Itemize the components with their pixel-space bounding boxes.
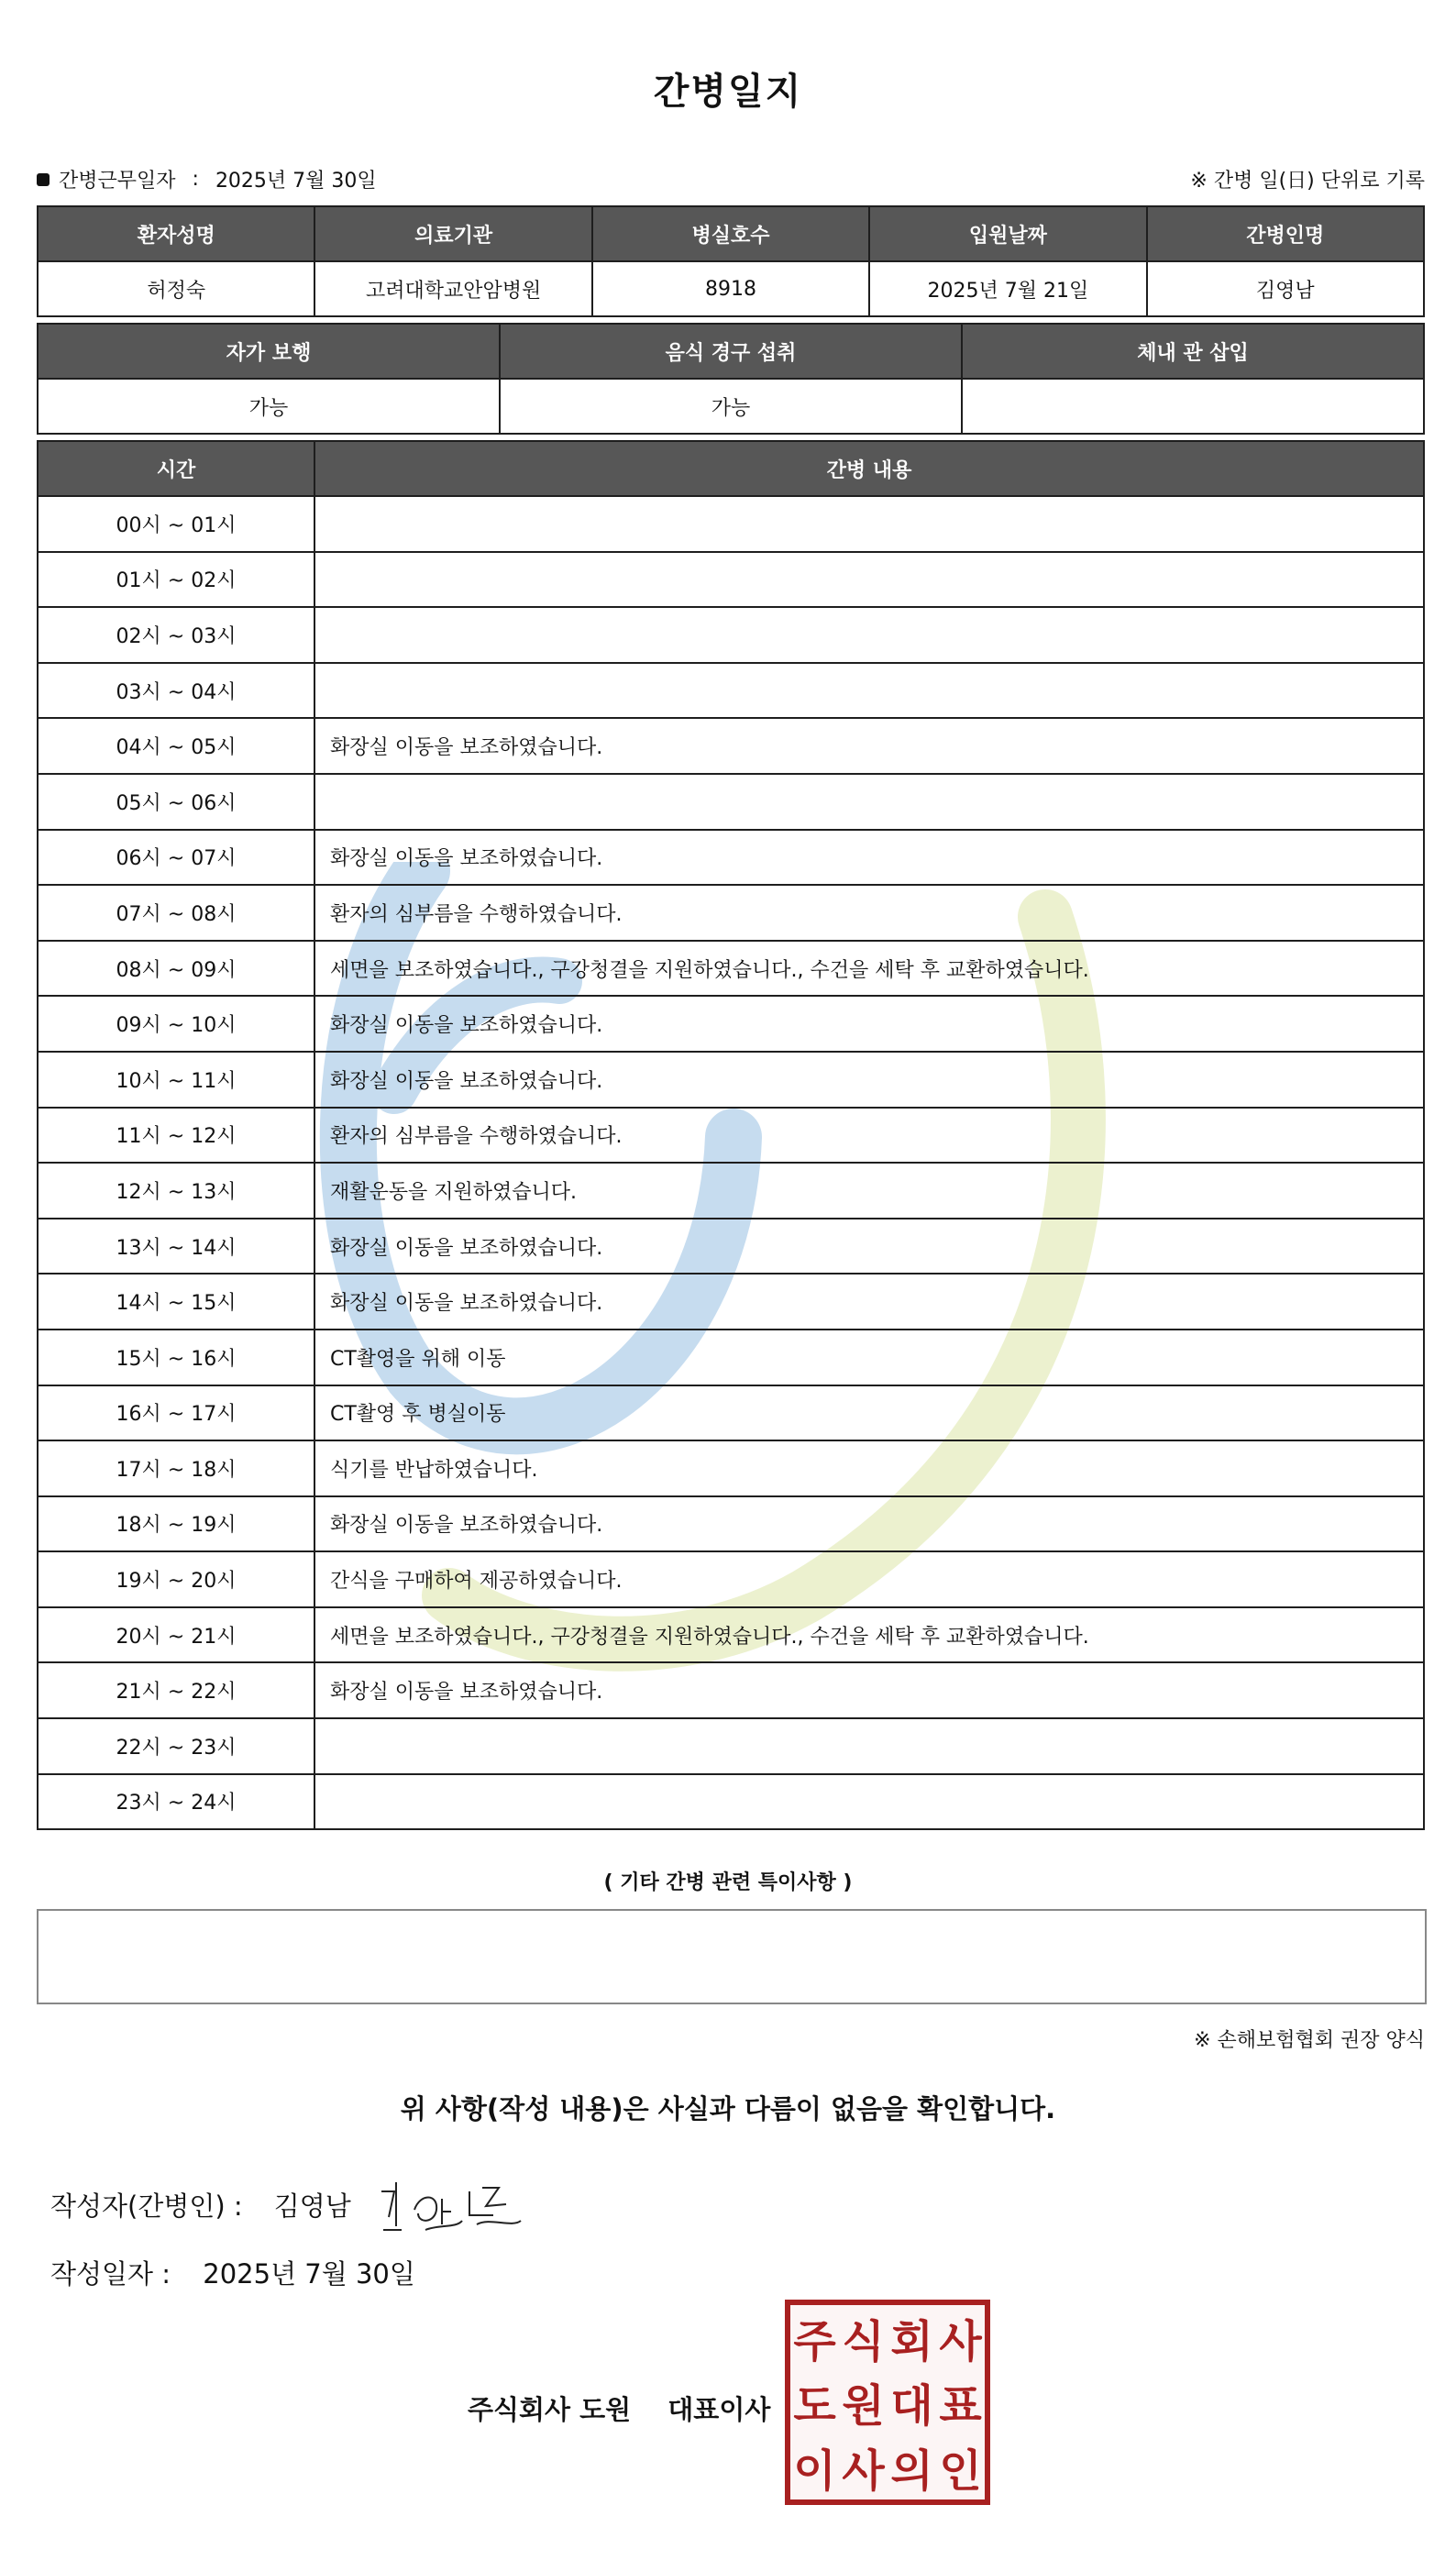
log-row — [38, 496, 1424, 552]
log-content-cell: CT촬영 후 병실이동 — [314, 1385, 1424, 1441]
work-date-value: 2025년 7월 30일 — [215, 170, 377, 193]
representative-title: 대표이사 — [667, 2394, 771, 2425]
patient-header-cell: 환자성명 — [38, 206, 314, 261]
patient-value-cell: 허정숙 — [38, 261, 314, 316]
log-content-cell: 화장실 이동을 보조하였습니다. — [314, 830, 1424, 886]
seal-char: 회 — [890, 2315, 933, 2367]
log-time-cell: 18시 ~ 19시 — [38, 1496, 314, 1552]
log-row — [38, 663, 1424, 719]
company-line — [468, 2389, 770, 2427]
page-title: 간병일지 — [653, 71, 803, 113]
log-time-cell: 08시 ~ 09시 — [38, 941, 314, 997]
log-time-cell: 15시 ~ 16시 — [38, 1330, 314, 1385]
company-name: 주식회사 도원 — [468, 2394, 632, 2425]
log-row — [38, 885, 1424, 941]
seal-char: 의 — [890, 2445, 933, 2498]
log-time-cell: 11시 ~ 12시 — [38, 1108, 314, 1164]
bullet-square-icon — [37, 173, 50, 186]
patient-value-cell: 김영남 — [1147, 261, 1424, 316]
record-unit-note: ※ 간병 일(日) 단위로 기록 — [1190, 170, 1425, 193]
seal-char: 사 — [842, 2445, 885, 2498]
log-content-cell: 재활운동을 지원하였습니다. — [314, 1163, 1424, 1219]
log-time-cell: 21시 ~ 22시 — [38, 1662, 314, 1718]
log-time-cell: 03시 ~ 04시 — [38, 663, 314, 719]
patient-header-cell: 의료기관 — [314, 206, 591, 261]
log-content-cell: 화장실 이동을 보조하였습니다. — [314, 996, 1424, 1052]
writer-line — [50, 2186, 351, 2223]
log-row — [38, 1108, 1424, 1164]
log-row — [38, 607, 1424, 663]
remarks-box — [37, 1909, 1427, 2004]
log-time-cell: 04시 ~ 05시 — [38, 718, 314, 774]
patient-value-cell: 8918 — [592, 261, 869, 316]
log-content-cell: CT촬영을 위해 이동 — [314, 1330, 1424, 1385]
log-row — [38, 1330, 1424, 1385]
patient-header-cell: 입원날짜 — [869, 206, 1146, 261]
log-time-cell: 01시 ~ 02시 — [38, 552, 314, 608]
written-date-label: 작성일자 : — [50, 2258, 171, 2290]
log-row — [38, 830, 1424, 886]
log-time-cell: 00시 ~ 01시 — [38, 496, 314, 552]
log-row — [38, 718, 1424, 774]
log-time-cell: 12시 ~ 13시 — [38, 1163, 314, 1219]
log-content-cell: 세면을 보조하였습니다., 구강청결을 지원하였습니다., 수건을 세탁 후 교환하였습니다. — [314, 941, 1424, 997]
log-row — [38, 1607, 1424, 1663]
status-value-cell — [962, 379, 1424, 434]
seal-char: 대 — [890, 2380, 933, 2433]
log-content-cell — [314, 1718, 1424, 1774]
patient-value-cell: 고려대학교안암병원 — [314, 261, 591, 316]
log-time-cell: 02시 ~ 03시 — [38, 607, 314, 663]
log-content-cell — [314, 607, 1424, 663]
writer-label: 작성자(간병인) : — [50, 2190, 243, 2222]
log-time-cell: 20시 ~ 21시 — [38, 1607, 314, 1663]
log-time-cell: 17시 ~ 18시 — [38, 1440, 314, 1496]
log-time-cell: 19시 ~ 20시 — [38, 1551, 314, 1607]
work-date-colon: : — [192, 168, 199, 191]
log-row — [38, 1718, 1424, 1774]
patient-header-cell: 병실호수 — [592, 206, 869, 261]
log-time-cell: 06시 ~ 07시 — [38, 830, 314, 886]
log-content-cell: 화장실 이동을 보조하였습니다. — [314, 718, 1424, 774]
log-row — [38, 1774, 1424, 1830]
log-time-cell: 14시 ~ 15시 — [38, 1274, 314, 1330]
log-time-cell: 07시 ~ 08시 — [38, 885, 314, 941]
log-time-cell: 22시 ~ 23시 — [38, 1718, 314, 1774]
log-content-cell — [314, 663, 1424, 719]
col-header-time: 시간 — [38, 441, 314, 496]
care-log-table — [37, 440, 1425, 1830]
log-content-cell: 화장실 이동을 보조하였습니다. — [314, 1219, 1424, 1274]
seal-char: 원 — [842, 2380, 885, 2433]
seal-char: 식 — [842, 2315, 885, 2367]
log-content-cell — [314, 496, 1424, 552]
log-time-cell: 13시 ~ 14시 — [38, 1219, 314, 1274]
log-row — [38, 1551, 1424, 1607]
confirmation-statement: 위 사항(작성 내용)은 사실과 다름이 없음을 확인합니다. — [400, 2093, 1056, 2124]
log-row — [38, 1274, 1424, 1330]
seal-char: 표 — [939, 2380, 982, 2433]
log-time-cell: 05시 ~ 06시 — [38, 774, 314, 830]
log-row — [38, 996, 1424, 1052]
log-row — [38, 774, 1424, 830]
log-content-cell — [314, 1774, 1424, 1830]
log-row — [38, 1163, 1424, 1219]
form-source-note: ※ 손해보험협회 권장 양식 — [1194, 2029, 1425, 2052]
log-time-cell: 16시 ~ 17시 — [38, 1385, 314, 1441]
seal-char: 인 — [939, 2445, 982, 2498]
log-row — [38, 1219, 1424, 1274]
log-row — [38, 1440, 1424, 1496]
log-row — [38, 941, 1424, 997]
status-header-cell: 자가 보행 — [38, 324, 500, 379]
log-content-cell — [314, 552, 1424, 608]
log-content-cell: 화장실 이동을 보조하였습니다. — [314, 1662, 1424, 1718]
log-time-cell: 09시 ~ 10시 — [38, 996, 314, 1052]
log-row — [38, 1052, 1424, 1108]
remarks-title: ( 기타 간병 관련 특이사항 ) — [603, 1871, 853, 1894]
status-value-cell: 가능 — [38, 379, 500, 434]
patient-header-cell: 간병인명 — [1147, 206, 1424, 261]
col-header-content: 간병 내용 — [314, 441, 1424, 496]
log-row — [38, 552, 1424, 608]
seal-char: 사 — [939, 2315, 982, 2367]
log-time-cell: 23시 ~ 24시 — [38, 1774, 314, 1830]
status-value-cell: 가능 — [500, 379, 962, 434]
work-date-label: 간병근무일자 — [59, 170, 176, 193]
seal-char: 이 — [793, 2445, 836, 2498]
log-content-cell: 화장실 이동을 보조하였습니다. — [314, 1052, 1424, 1108]
patient-info-table — [37, 205, 1425, 317]
patient-status-table — [37, 323, 1425, 435]
log-row — [38, 1496, 1424, 1552]
written-date-value: 2025년 7월 30일 — [203, 2258, 415, 2290]
log-content-cell: 환자의 심부름을 수행하였습니다. — [314, 885, 1424, 941]
log-row — [38, 1662, 1424, 1718]
log-content-cell: 환자의 심부름을 수행하였습니다. — [314, 1108, 1424, 1164]
log-content-cell: 화장실 이동을 보조하였습니다. — [314, 1496, 1424, 1552]
handwritten-signature — [374, 2173, 530, 2242]
company-seal-stamp — [785, 2300, 990, 2505]
seal-char: 도 — [793, 2380, 836, 2433]
status-header-cell: 음식 경구 섭취 — [500, 324, 962, 379]
seal-char: 주 — [793, 2315, 836, 2367]
log-content-cell: 화장실 이동을 보조하였습니다. — [314, 1274, 1424, 1330]
status-header-cell: 체내 관 삽입 — [962, 324, 1424, 379]
written-date-line — [50, 2254, 415, 2291]
log-content-cell: 간식을 구매하여 제공하였습니다. — [314, 1551, 1424, 1607]
writer-name: 김영남 — [273, 2190, 351, 2222]
log-time-cell: 10시 ~ 11시 — [38, 1052, 314, 1108]
log-content-cell: 식기를 반납하였습니다. — [314, 1440, 1424, 1496]
log-content-cell: 세면을 보조하였습니다., 구강청결을 지원하였습니다., 수건을 세탁 후 교환하였습니다. — [314, 1607, 1424, 1663]
log-row — [38, 1385, 1424, 1441]
log-content-cell — [314, 774, 1424, 830]
patient-value-cell: 2025년 7월 21일 — [869, 261, 1146, 316]
work-date-line — [37, 165, 377, 193]
